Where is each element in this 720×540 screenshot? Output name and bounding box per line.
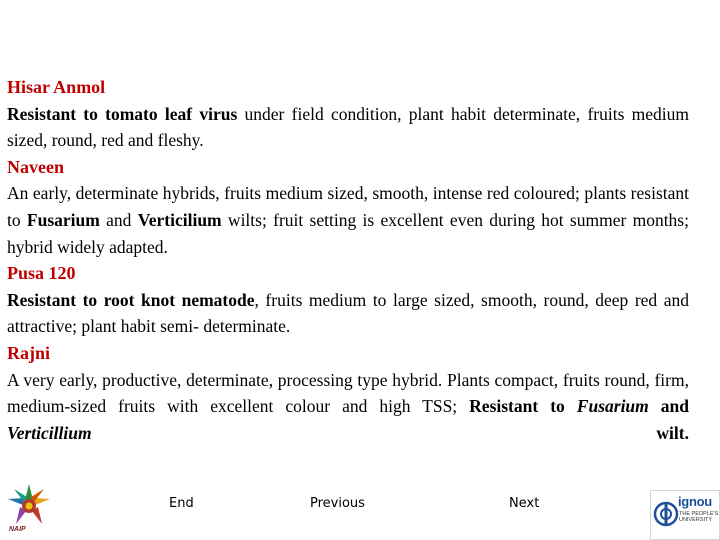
variety-pusa-120 <box>7 260 689 340</box>
variety-list <box>7 74 689 446</box>
description-text: , fruits medium to large sized, smooth, round, deep red and attractive; plant habit semi- determinate. <box>7 289 689 337</box>
naip-logo <box>0 482 58 540</box>
ignou-logo <box>650 490 720 540</box>
ignou-wordmark: ignou <box>678 494 712 509</box>
end-link[interactable]: End <box>169 496 194 511</box>
description-bold-italic: Verticillium <box>7 422 92 443</box>
previous-link[interactable]: Previous <box>310 496 365 511</box>
variety-description <box>7 180 689 260</box>
description-text: An early, determinate hybrids, fruits medium sized, smooth, intense red coloured; plants resistant to <box>7 183 689 230</box>
variety-naveen <box>7 154 689 260</box>
description-bold-italic: Fusarium <box>576 396 649 417</box>
description-bold: wilt. <box>91 422 689 443</box>
variety-hisar-anmol <box>7 74 689 154</box>
variety-description <box>7 287 689 340</box>
description-text: A very early, productive, determinate, processing type hybrid. Plants compact, fruits round, firm, medium-sized fruits with excellent colour and high TSS; <box>7 369 689 417</box>
variety-heading: Naveen <box>7 156 64 177</box>
variety-description <box>7 367 689 447</box>
description-text: under field condition, plant habit determinate, fruits medium sized, round, red and fleshy. <box>7 103 689 151</box>
description-bold: Resistant to root knot nematode <box>7 289 255 310</box>
variety-heading: Rajni <box>7 342 51 363</box>
ignou-emblem-icon <box>653 499 679 529</box>
description-bold: and <box>648 396 690 417</box>
variety-rajni <box>7 340 689 446</box>
variety-description <box>7 101 689 154</box>
description-text: wilts; fruit setting is excellent even during hot summer months; hybrid widely adapted. <box>7 209 689 257</box>
variety-heading: Pusa 120 <box>7 263 76 284</box>
description-text: and <box>99 209 138 230</box>
naip-emblem-icon <box>0 482 58 528</box>
description-bold: Resistant to <box>469 396 577 417</box>
next-link[interactable]: Next <box>509 496 540 511</box>
description-bold: Verticilium <box>137 209 222 230</box>
naip-logo-text: NAIP <box>9 526 26 533</box>
ignou-tagline: THE PEOPLE'S UNIVERSITY <box>679 511 719 523</box>
description-bold: Fusarium <box>26 209 100 230</box>
variety-heading: Hisar Anmol <box>7 77 106 97</box>
description-bold: Resistant to tomato leaf virus <box>7 103 238 124</box>
